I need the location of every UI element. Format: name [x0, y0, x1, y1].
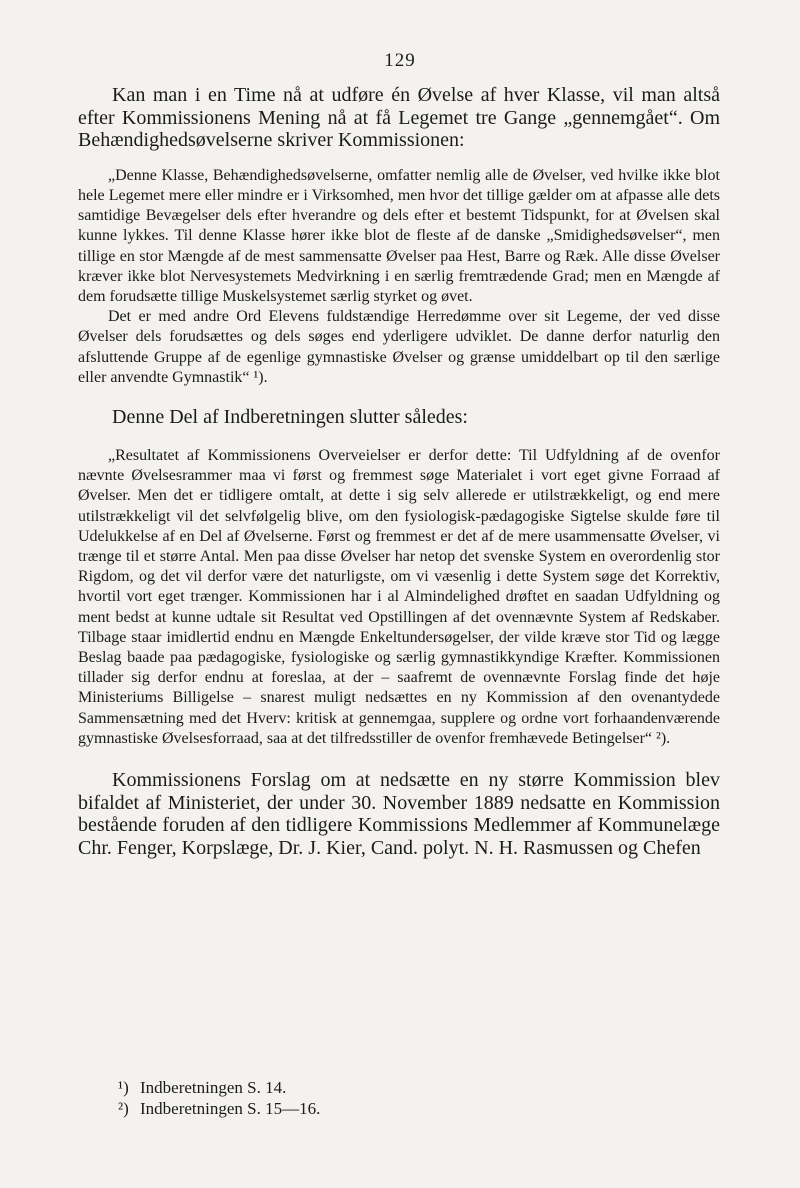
footnote-mark: ²): [118, 1099, 129, 1118]
paragraph-closing: Kommissionens Forslag om at nedsætte en ny større Kommission blev bifaldet af Ministeriet, der under 30. November 1889 nedsatte en Kommission bestående foruden af den tidligere Kommissions Medlemmer af Kommunelæge Chr. Fenger, Korpslæge, Dr. J. Kier, Cand. polyt. N. H. Rasmussen og Chefen: [78, 769, 720, 859]
footnotes: [118, 1077, 720, 1119]
footnote-text: Indberetningen S. 15—16.: [140, 1099, 321, 1118]
footnote-mark: ¹): [118, 1078, 129, 1097]
paragraph-separator: Denne Del af Indberetningen slutter således:: [112, 406, 468, 429]
footnote-text: Indberetningen S. 14.: [140, 1078, 287, 1097]
quote-resultat: „Resultatet af Kommissionens Overveielser er derfor dette: Til Udfyldning af de ovenfor nævnte Øvelsesrammer maa vi først og fremmest søge Materialet i vort eget givne Forraad af Øvelser. Men det er tidligere omtalt, at dette i sig selv allerede er utilstrækkeligt, og end mere utilstrækkeligt vil det selvfølgelig blive, om den fysiologisk-pædagogiske Sigtelse skulde føre til Udelukkelse af en Del af Øvelserne. Først og fremmest er det af de mere usammensatte Øvelser, vi trænge til et større Antal. Men paa disse Øvelser har netop det svenske System en overordenlig stor Rigdom, og det vil derfor være det naturligste, om vi væsenlig i dette System søge det Korrektiv, hvortil vort eget trænger. Kommissionen har i al Almindelighed drøftet en saadan Udfyldning og ment bedst at kunne udtale sit Resultat ved Opstillingen af det ovennævnte System af Redskaber. Tilbage staar imidlertid endnu en Mængde Enkeltundersøgelser, der vilde kræve stor Tid og lægge Beslag baade paa pædagogiske, fysiologiske og særlig gymnastikkyndige Kræfter. Kommissionen tillader sig derfor endnu at foreslaa, at der – saafremt de ovennævnte Forslag finde det høje Ministeriums Billigelse – snarest muligt nedsættes en ny Kommission af den ovenantydede Sammensætning med det Hverv: kritisk at gennemgaa, supplere og ordne vort forhaandenværende gymnastiske Øvelsesforraad, saa at det tilfredsstiller de ovenfor fremhævede Betingelser“ ²).: [78, 447, 720, 747]
footnote: [118, 1098, 720, 1119]
page-number: 129: [384, 50, 416, 71]
footnote: [118, 1077, 720, 1098]
paragraph-intro: Kan man i en Time nå at udføre én Øvelse af hver Klasse, vil man altså efter Kommissionens Mening nå at få Legemet tre Gange „gennemgået“. Om Behændighedsøvelserne skriver Kommissionen:: [78, 84, 720, 152]
body-text: [78, 84, 720, 859]
quote-behaendighed: „Denne Klasse, Behændighedsøvelserne, omfatter nemlig alle de Øvelser, ved hvilke ikke blot hele Legemet mere eller mindre er i Virksomhed, men hvor det tillige gælder om at afpasse alle dets samtidige Bevægelser dels efter hverandre og dels efter et bestemt Tidspunkt, for at Øvelsen skal kunne lykkes. Til denne Klasse hører ikke blot de fleste af de danske „Smidighedsøvelser“, men tillige en stor Mængde af de mest sammensatte Øvelser paa Hest, Barre og Ræk. Alle disse Øvelser kræver ikke blot Nervesystemets Medvirkning i en særlig fremtrædende Grad; men en Mængde af dem forudsætte tillige Muskelsystemet særlig styrket og øvet.: [78, 166, 720, 305]
quote-behaendighed-continued: Det er med andre Ord Elevens fuldstændige Herredømme over sit Legeme, der ved disse Øvelser dels forudsættes og dels søges end yderligere udviklet. De danne derfor naturlig den afsluttende Gruppe af de egenlige gymnastiske Øvelser og grænse umiddelbart op til den særlige eller anvendte Gymnastik“ ¹).: [78, 308, 720, 386]
